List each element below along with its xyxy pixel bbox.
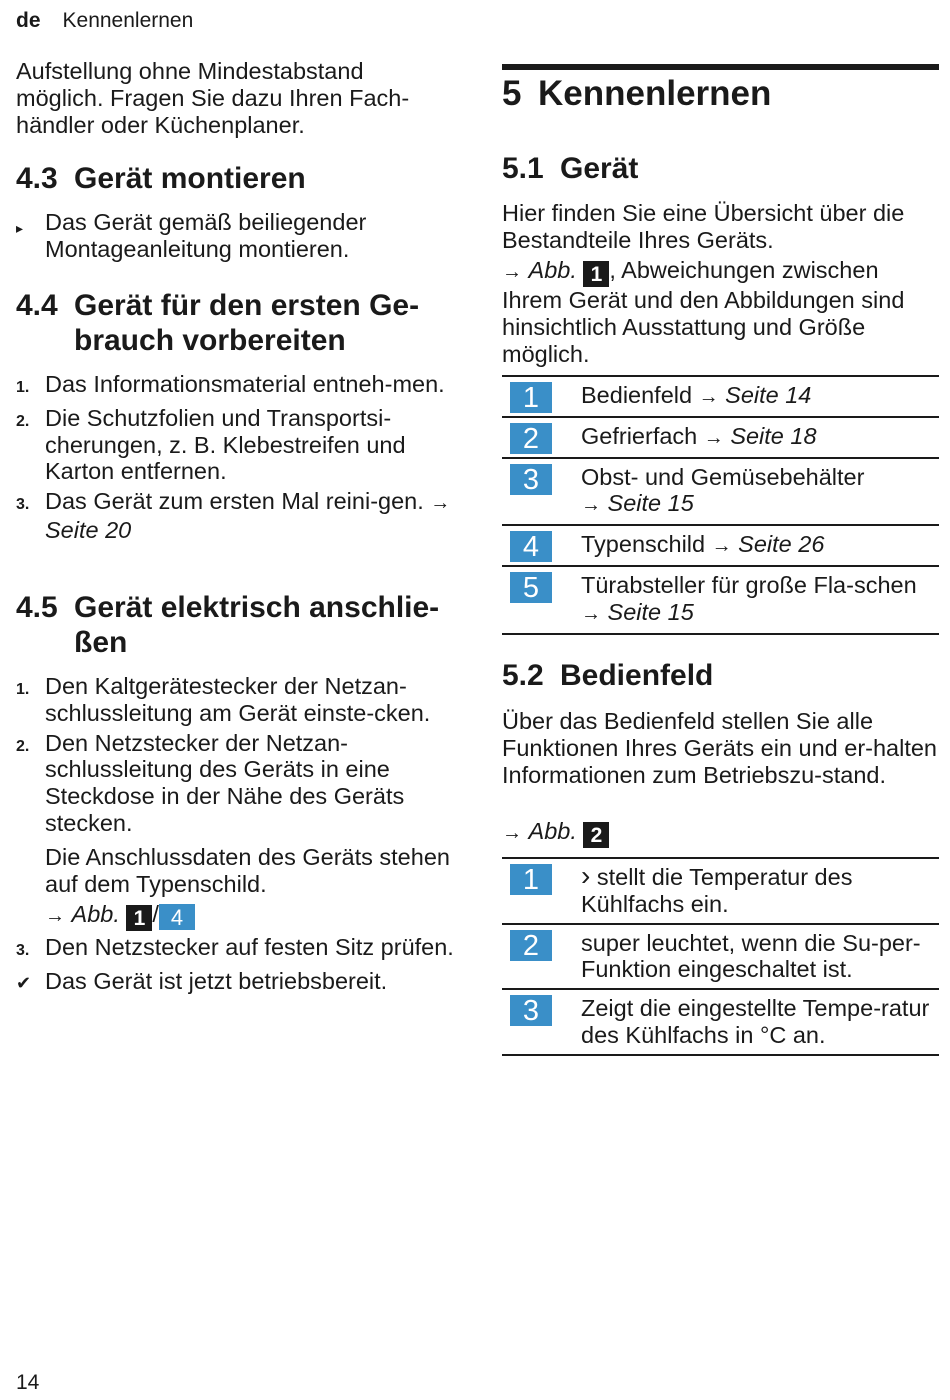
steps-list: [16, 673, 456, 997]
section-number: 5.2: [502, 659, 544, 692]
step-item: [16, 405, 456, 485]
checkmark-icon: ✔: [16, 973, 32, 994]
legend-number-cell: [502, 858, 581, 924]
step-number: 1.: [16, 379, 30, 396]
step-number: 3.: [16, 942, 30, 960]
step-text: Das Informationsmaterial entneh-men.: [45, 371, 445, 397]
legend-text: Obst- und Gemüsebehälter: [581, 463, 865, 490]
figure-label: Abb.: [71, 901, 120, 928]
step-text: Den Netzstecker der Netzan-schlussleitung des Geräts in eine Steckdose in der Nähe des Geräts stecken.: [45, 729, 405, 836]
legend-row: [502, 525, 939, 566]
section-5-1-text: Hier finden Sie eine Übersicht über die Bestandteile Ihres Geräts.: [502, 200, 905, 253]
legend-text-cell: [581, 989, 939, 1055]
legend-number-cell: [502, 924, 581, 990]
page-reference-link[interactable]: Seite 18: [730, 422, 817, 449]
section-title: Gerät montieren: [74, 162, 306, 195]
language-tag: de: [16, 9, 41, 32]
page-reference-link[interactable]: Seite 15: [607, 490, 694, 517]
note-text: , Abweichungen zwischen Ihrem Gerät und den Abbildungen sind hinsichtlich Ausstattung und Größe möglich.: [502, 257, 905, 367]
arrow-icon: →: [581, 602, 601, 625]
bullet-icon: ▸: [16, 220, 24, 236]
chevron-right-icon: ›: [581, 860, 591, 891]
arrow-icon: →: [698, 386, 719, 408]
section-number: 4.5: [16, 591, 58, 624]
header-title: Kennenlernen: [62, 9, 194, 32]
separator: /: [152, 901, 159, 928]
step-text: Die Schutzfolien und Transportsi-cherungen, z. B. Klebestreifen und Karton entfernen.: [45, 404, 406, 485]
step-number: 2.: [16, 412, 30, 430]
step-text-container: [45, 488, 456, 544]
control-panel-legend-table: [502, 857, 939, 1056]
section-5-1-figure-note: [502, 257, 939, 367]
figure-label: Abb.: [528, 818, 577, 844]
step-number: 1.: [16, 681, 30, 698]
legend-row: [502, 417, 939, 458]
chapter-number: 5: [502, 74, 522, 113]
step-number: 3.: [16, 496, 30, 514]
arrow-icon: →: [703, 426, 724, 449]
legend-text: Bedienfeld: [581, 382, 693, 408]
legend-text: stellt die Temperatur des Kühlfachs ein.: [581, 864, 853, 917]
legend-row: [502, 376, 939, 417]
section-title: Gerät elektrisch anschlie-ßen: [74, 591, 440, 659]
figure-reference: [16, 901, 456, 931]
section-number: 5.1: [502, 152, 544, 185]
result-text: Das Gerät ist jetzt betriebsbereit.: [45, 968, 388, 995]
step-item: [16, 934, 456, 965]
arrow-icon: →: [711, 535, 732, 558]
section-number: 4.3: [16, 162, 58, 195]
section-5-2-figure-note: [502, 818, 939, 848]
section-title: Gerät: [560, 152, 639, 185]
steps-list: [16, 371, 456, 544]
legend-text-cell: [581, 924, 939, 990]
callout-badge: 4: [159, 904, 195, 930]
step-text: Das Gerät zum ersten Mal reini-gen.: [45, 488, 424, 515]
legend-text: Typenschild: [581, 531, 706, 558]
device-legend-table: [502, 375, 939, 635]
callout-number: 2: [510, 930, 552, 961]
legend-row: [502, 858, 939, 924]
result-item: [16, 968, 456, 997]
callout-number: 1: [510, 864, 552, 895]
step-item: [16, 730, 456, 837]
legend-row: [502, 924, 939, 990]
page-reference-link[interactable]: Seite 15: [607, 598, 694, 625]
running-header: [16, 9, 193, 33]
legend-text: Gefrierfach: [581, 422, 698, 449]
legend-text: super leuchtet, wenn die Su-per-Funktion eingeschaltet ist.: [581, 929, 921, 983]
legend-text-cell: [581, 566, 939, 634]
section-5-2-heading: [502, 658, 713, 693]
arrow-icon: →: [430, 492, 451, 515]
chapter-title: Kennenlernen: [538, 74, 772, 113]
step-text: Den Netzstecker auf festen Sitz prüfen.: [45, 934, 454, 961]
figure-label: Abb.: [528, 257, 577, 283]
legend-row: [502, 989, 939, 1055]
legend-text-cell: [581, 458, 939, 526]
legend-number-cell: [502, 417, 581, 458]
figure-badge: 1: [583, 261, 609, 287]
intro-paragraph: Aufstellung ohne Mindestabstand möglich. Fragen Sie dazu Ihren Fach-händler oder Küchenplaner.: [16, 58, 410, 138]
callout-number: 5: [510, 572, 552, 603]
step-text: Den Kaltgerätestecker der Netzan-schlussleitung am Gerät einste-cken.: [45, 673, 431, 726]
section-number: 4.4: [16, 289, 58, 322]
legend-row: [502, 566, 939, 634]
callout-number: 3: [510, 995, 552, 1026]
step-item: [16, 673, 456, 727]
page-reference-link[interactable]: Seite 26: [738, 531, 825, 558]
section-4-5-heading: [16, 590, 456, 660]
section-5-2-text: Über das Bedienfeld stellen Sie alle Funktionen Ihres Geräts ein und er-halten Informationen zum Betriebszu-stand.: [502, 708, 938, 788]
page-reference-link[interactable]: Seite 20: [45, 516, 132, 543]
page-reference-link[interactable]: Seite 14: [725, 382, 812, 408]
page-number: 14: [16, 1371, 40, 1394]
arrow-icon: →: [581, 494, 601, 517]
legend-number-cell: [502, 458, 581, 526]
legend-text-cell: [581, 376, 939, 417]
legend-row: [502, 458, 939, 526]
callout-number: 2: [510, 423, 552, 454]
callout-number: 1: [510, 382, 552, 413]
figure-badge: 1: [126, 905, 152, 931]
section-5-1-heading: [502, 151, 638, 186]
step-item: [16, 488, 456, 544]
legend-number-cell: [502, 525, 581, 566]
arrow-icon: →: [502, 261, 522, 283]
section-4-3-heading: [16, 161, 306, 196]
legend-text-cell: [581, 525, 939, 566]
callout-number: 3: [510, 464, 552, 495]
section-4-4-heading: [16, 288, 456, 358]
section-title: Gerät für den ersten Ge-brauch vorbereiten: [74, 289, 420, 357]
legend-number-cell: [502, 989, 581, 1055]
instruction-item: [16, 209, 456, 263]
arrow-icon: →: [502, 822, 522, 844]
arrow-icon: →: [45, 905, 65, 928]
step-item: [16, 371, 456, 402]
note-paragraph: Die Anschlussdaten des Geräts stehen auf dem Typenschild.: [45, 843, 450, 897]
legend-text-cell: [581, 858, 939, 924]
chapter-rule: [502, 64, 939, 70]
legend-text: Türabsteller für große Fla-schen: [581, 571, 917, 598]
section-title: Bedienfeld: [560, 659, 714, 692]
legend-text-cell: [581, 417, 939, 458]
step-number: 2.: [16, 737, 30, 755]
chapter-5-heading: [502, 74, 771, 114]
figure-badge: 2: [583, 822, 609, 848]
legend-number-cell: [502, 566, 581, 634]
legend-text: Zeigt die eingestellte Tempe-ratur des Kühlfachs in °C an.: [581, 995, 930, 1048]
legend-number-cell: [502, 376, 581, 417]
instruction-text: Das Gerät gemäß beiliegender Montageanleitung montieren.: [45, 209, 367, 262]
callout-number: 4: [510, 531, 552, 562]
